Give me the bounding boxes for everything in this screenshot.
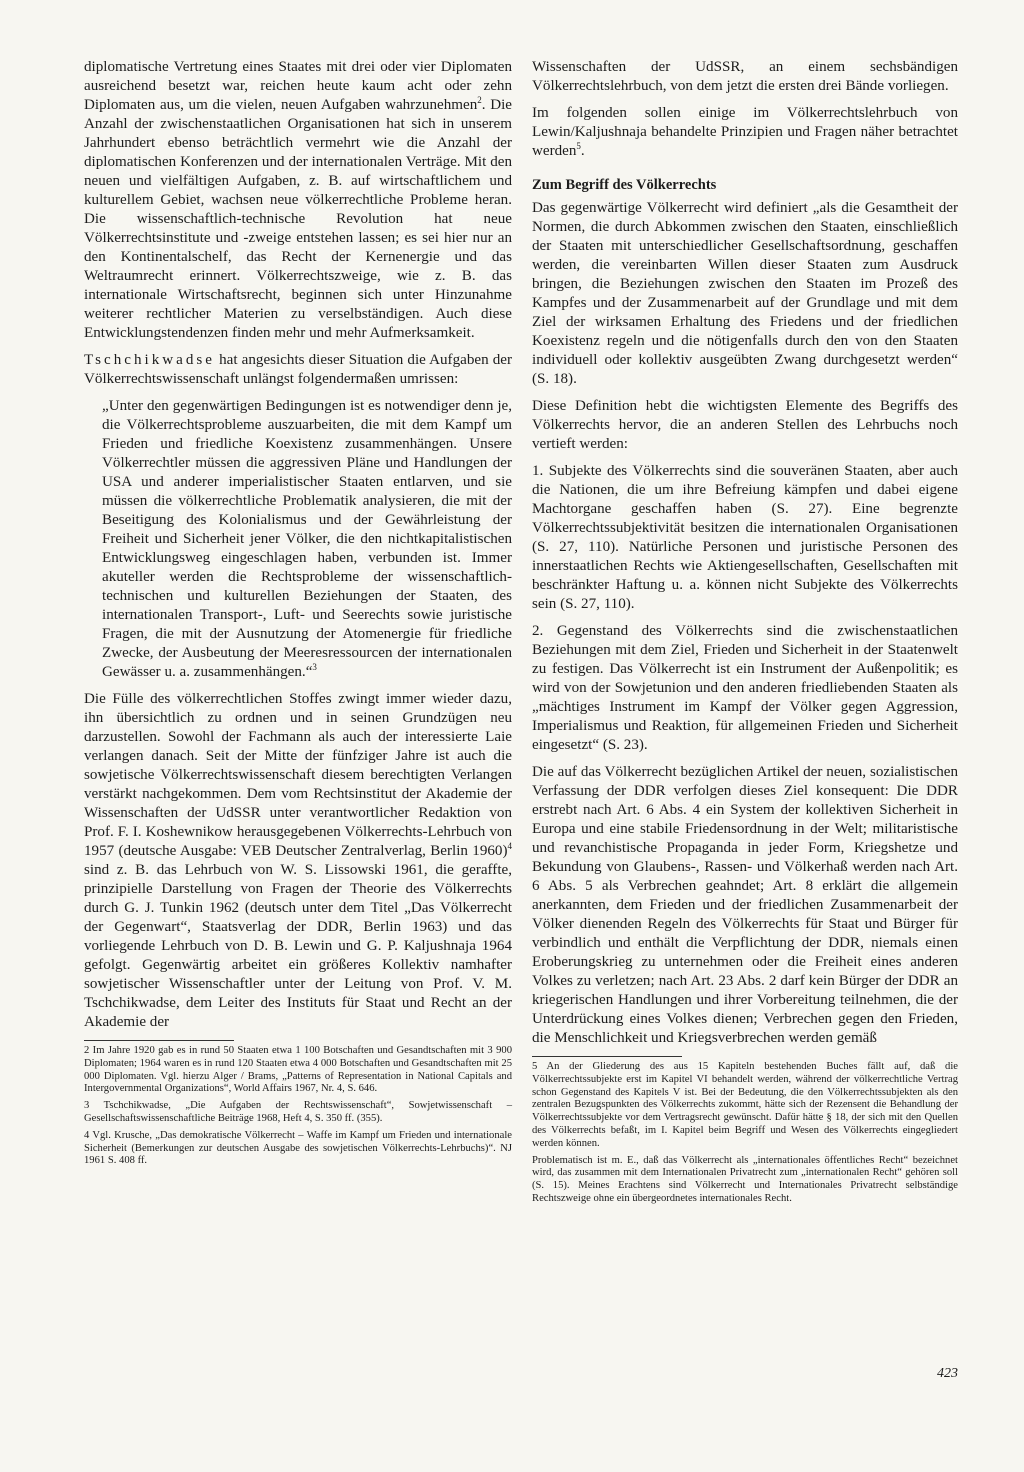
text: Im folgenden sollen einige im Völkerrechtslehrbuch von Lewin/Kaljushnaja behandelte Prinzipien und Fragen näher betrachtet werden: [532, 105, 958, 159]
paragraph: [84, 58, 512, 343]
text: diplomatische Vertretung eines Staates mit drei oder vier Diplomaten ausreichend besetzt war, reichen heute kaum acht oder zehn Diplomaten aus, um die vielen, neuen Aufgaben wahrzunehmen: [84, 59, 512, 113]
footnote-ref[interactable]: 3: [312, 661, 317, 672]
list-item: 1. Subjekte des Völkerrechts sind die souveränen Staaten, aber auch die Nationen, die um ihre Befreiung kämpfen und dabei eigene Machtorgane geschaffen haben (S. 27). Eine begrenzte Völkerrechtssubjektivität besitzen die internationalen Organisationen (S. 27, 110). Natürliche Personen und juristische Personen des innerstaatlichen Rechts wie Aktiengesellschaften, Gesellschaften mit beschränkter Haftung u. a. können nicht Subjekte des Völkerrechts sein (S. 27, 110).: [532, 463, 958, 612]
footnote-5-continued: Problematisch ist m. E., daß das Völkerrecht als „internationales öffentliches Recht“ bezeichnet wird, das zusammen mit dem Internationalen Privatrecht zum „internationalen Recht“ gehören soll (S. 15). Meines Erachtens sind Völkerrecht und Internationales Privatrecht selbständige Rechtszweige ohne ein übergeordnetes internationales Recht.: [532, 1154, 958, 1204]
footnote-2: 2 Im Jahre 1920 gab es in rund 50 Staaten etwa 1 100 Botschaften und Gesandtschaften mit 3 900 Diplomaten; 1964 waren es in rund 120 Staaten etwa 4 000 Botschaften und Gesandtschaften mit 25 000 Diplomaten. Vgl. hierzu Alger / Brams, „Patterns of Representation in National Capitals and Intergovernmental Organizations“, World Affairs 1967, Nr. 4, S. 646.: [84, 1045, 512, 1095]
page-number: 423: [937, 1366, 958, 1381]
right-column: [532, 58, 958, 1210]
paragraph: Das gegenwärtige Völkerrecht wird definiert „als die Gesamtheit der Normen, die durch Abkommen zwischen den Staaten, einschließlich der Staaten mit unterschiedlicher Gesellschaftsordnung, geschaffen werden, die vereinbarten Willen dieser Staaten zum Ausdruck bringen, die Beziehungen zwischen den Staaten im Prozeß des Kampfes und der Zusammenarbeit auf der Grundlage und mit dem Ziel der wirksamen Erhaltung des Friedens und der friedlichen Koexistenz regeln und die nötigenfalls durch den von den Staaten individuell oder kollektiv ausgeübten Zwang durchgesetzt werden“ (S. 18).: [532, 200, 958, 387]
footnote-divider: [84, 1040, 234, 1041]
paragraph: [532, 104, 958, 161]
text: sind z. B. das Lehrbuch von W. S. Lissowski 1961, die geraffte, prinzipielle Darstellung von Fragen der Theorie des Völkerrechts durch G. J. Tunkin 1962 (deutsch unter dem Titel „Das Völkerrecht der Gegenwart“, Staatsverlag der DDR, Berlin 1963) und das vorliegende Lehrbuch von D. B. Lewin und G. P. Kaljushnaja 1964 gefolgt. Gegenwärtig arbeitet ein größeres Kollektiv namhafter sowjetischer Wissenschaftler unter der Leitung von Prof. V. M. Tschchikwadse, dem Leiter des Instituts für Staat und Recht an der Akademie der: [84, 862, 512, 1030]
text: .: [580, 143, 585, 159]
paragraph: [84, 351, 512, 389]
blockquote: [102, 397, 512, 682]
text: . Die Anzahl der zwischenstaatlichen Organisationen hat sich in unserem Jahrhundert ebenso beträchtlich vermehrt wie die Anzahl der diplomatischen Konferenzen und der internationalen Verträge. Mit den neuen und vielfältigen Aufgaben, z. B. auf wirtschaftlichem und kulturellem Gebiet, wachsen neue völkerrechtliche Probleme heran. Die wissenschaftlich-technische Revolution hat neue Völkerrechtsinstitute und -zweige entstehen lassen; es sei hier nur an den Kontinentalschelf, das Recht der Kernenergie und das Weltraumrecht erinnert. Völkerrechtszweige, wie z. B. das internationale Wirtschaftsrecht, beginnen sich unter Hinzunahme weiterer rechtlicher Materien zu verselbständigen. Auch diese Entwicklungstendenzen finden mehr und mehr Aufmerksamkeit.: [84, 97, 513, 341]
paragraph: Die auf das Völkerrecht bezüglichen Artikel der neuen, sozialistischen Verfassung der DDR verfolgen dieses Ziel konsequent: Die DDR erstrebt nach Art. 6 Abs. 4 ein System der kollektiven Sicherheit in Europa und eine stabile Friedensordnung in der Welt; militaristische und revanchistische Propaganda in jeder Form, Kriegshetze und Bekundung von Glaubens-, Rassen- und Völkerhaß werden nach Art. 6 Abs. 5 als Verbrechen geahndet; Art. 8 erklärt die allgemein anerkannten, dem Frieden und der friedlichen Zusammenarbeit der Völker dienenden Regeln des Völkerrechts für Staat und Bürger für verbindlich und enthält die Verpflichtung der DDR, niemals einen Eroberungskrieg zu unternehmen oder die Freiheit eines anderen Volkes zu verletzen; nach Art. 23 Abs. 2 darf kein Bürger der DDR an kriegerischen Handlungen und ihrer Vorbereitung teilnehmen, die der Unterdrückung eines Volkes dienen; Verbrechen gegen den Frieden, die Menschlichkeit und Kriegsverbrechen werden gemäß: [532, 764, 958, 1046]
footnote-ref[interactable]: 5: [576, 140, 581, 151]
footnote-4: 4 Vgl. Krusche, „Das demokratische Völkerrecht – Waffe im Kampf um Frieden und internationale Sicherheit (Bemerkungen zur deutschen Ausgabe des sowjetischen Völkerrechts-Lehrbuchs)“. NJ 1961 S. 408 ff.: [84, 1129, 512, 1167]
paragraph: [84, 690, 512, 1032]
list-item: 2. Gegenstand des Völkerrechts sind die zwischenstaatlichen Beziehungen mit dem Ziel, Frieden und Sicherheit in der Staatenwelt zu festigen. Das Völkerrecht ist ein Instrument der Außenpolitik; es wird von der Sowjetunion und den anderen friedliebenden Staaten als „mächtiges Instrument im Kampf der Völker gegen Aggression, Imperialismus und Reaktion, für allgemeinen Frieden und Sicherheit eingesetzt“ (S. 23).: [532, 623, 958, 753]
author-name: Tschchikwadse: [84, 352, 215, 368]
paragraph: Wissenschaften der UdSSR, an einem sechsbändigen Völkerrechtslehrbuch, von dem jetzt die ersten drei Bände vorliegen.: [532, 59, 958, 94]
footnote-ref[interactable]: 2: [477, 94, 482, 105]
footnote-ref[interactable]: 4: [507, 840, 512, 851]
section-heading: Zum Begriff des Völkerrechts: [532, 177, 717, 193]
paragraph: Diese Definition hebt die wichtigsten Elemente des Begriffs des Völkerrechts hervor, die an anderen Stellen des Lehrbuchs noch vertieft werden:: [532, 398, 958, 452]
left-column: [84, 58, 512, 1172]
footnote-3: 3 Tschchikwadse, „Die Aufgaben der Rechtswissenschaft“, Sowjetwissenschaft – Gesellschaftswissenschaftliche Beiträge 1968, Heft 4, S. 350 ff. (355).: [84, 1100, 512, 1124]
text: „Unter den gegenwärtigen Bedingungen ist es notwendiger denn je, die Völkerrechtsprobleme auszuarbeiten, die mit dem Kampf um Frieden und friedliche Koexistenz zusammenhängen. Unsere Völkerrechtler müssen die aggressiven Pläne und Handlungen der USA und anderer imperialistischer Staaten entlarven, und sie müssen die völkerrechtliche Problematik analysieren, die mit der Beseitigung des Kolonialismus und der Gewährleistung der Freiheit und Sicherheit jener Völker, die den nichtkapitalistischen Entwicklungsweg eingeschlagen haben, verbunden ist. Immer akuteller werden die Rechtsprobleme der wissenschaftlich-technischen und kulturellen Beziehungen der Staaten, des internationalen Transport-, Luft- und Seerechts sowie juristische Fragen, die mit der Ausnutzung der Atomenergie für friedliche Zwecke, der Ausbeutung der Meeresressourcen der internationalen Gewässer u. a. zusammenhängen.“: [102, 398, 512, 680]
text: Die Fülle des völkerrechtlichen Stoffes zwingt immer wieder dazu, ihn übersichtlich zu ordnen und in seinen Grundzügen neu darzustellen. Sowohl der Fachmann als auch der interessierte Laie verlangen danach. Seit der Mitte der fünfziger Jahre ist auch die sowjetische Völkerrechtswissenschaft diesem berechtigten Verlangen verstärkt nachgekommen. Dem vom Rechtsinstitut der Akademie der Wissenschaften der UdSSR unter verantwortlicher Redaktion von Prof. F. I. Koshewnikow herausgegebenen Völkerrechts-Lehrbuch von 1957 (deutsche Ausgabe: VEB Deutscher Zentralverlag, Berlin 1960): [84, 691, 512, 859]
footnote-5: 5 An der Gliederung des aus 15 Kapiteln bestehenden Buches fällt auf, daß die Völkerrechtssubjekte erst im Kapitel VI behandelt werden, während der völkerrechtliche Vertrag schon Gegenstand des Kapitels V ist. Bei der Bedeutung, die den Völkerrechtssubjekten als den zentralen Bezugspunkten des Völkerrechts zukommt, hätte sich der Rezensent die Behandlung der Völkerrechtssubjekte vor dem Vertragsrecht gewünscht. Dafür hätte § 18, der sich mit den Quellen des Völkerrechts befaßt, im I. Kapitel beim Begriff und Wesen des Völkerrechts eingegliedert werden können.: [532, 1061, 958, 1149]
text: hat angesichts dieser Situation die Aufgaben der Völkerrechtswissenschaft unlängst folgendermaßen umrissen:: [84, 352, 512, 387]
footnote-divider: [532, 1056, 682, 1057]
